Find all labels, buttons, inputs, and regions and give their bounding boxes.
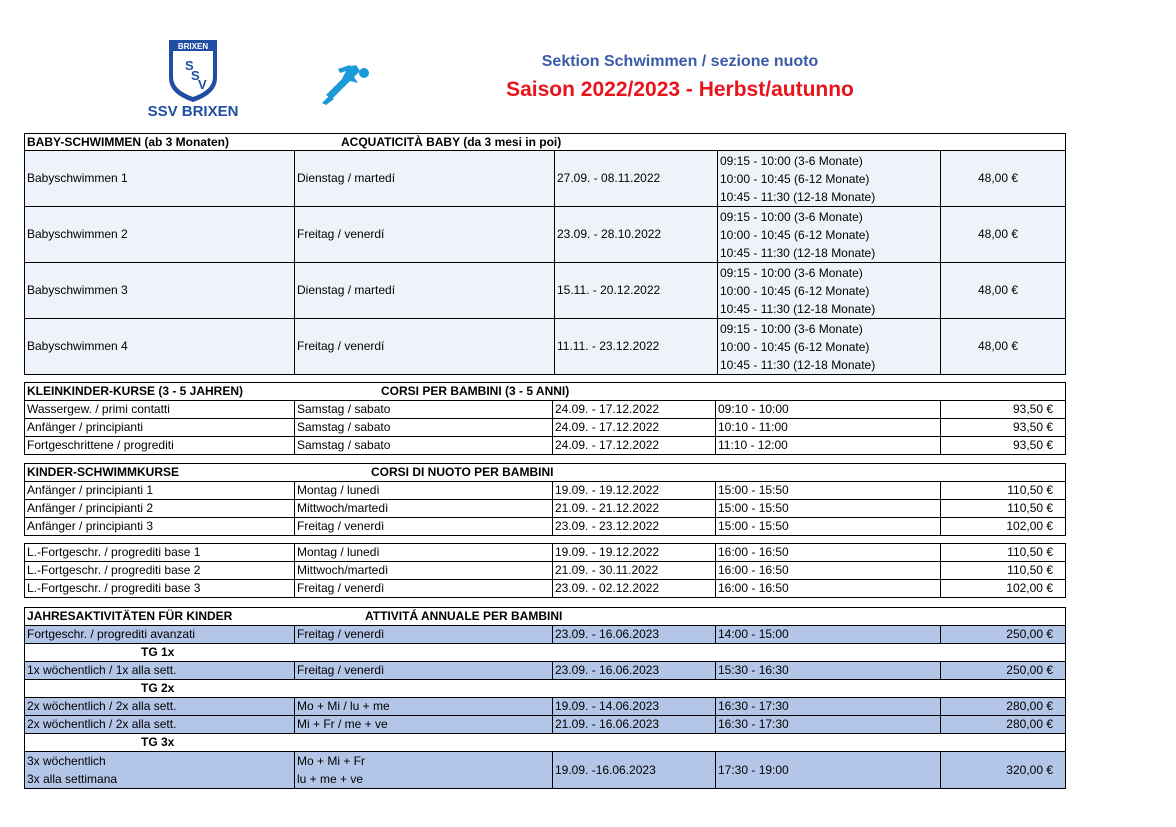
- group-label-row: [25, 734, 1066, 752]
- course-day: Montag / lunedì: [295, 482, 553, 500]
- table-row: [25, 207, 1066, 263]
- course-price: 102,00 €: [941, 518, 1066, 536]
- course-dates: 27.09. - 08.11.2022: [555, 151, 718, 207]
- course-price: 110,50 €: [941, 500, 1066, 518]
- course-time: 16:30 - 17:30: [716, 698, 941, 716]
- course-dates: 23.09. - 16.06.2023: [553, 662, 716, 680]
- course-time: 16:00 - 16:50: [716, 580, 941, 598]
- course-time: 09:10 - 10:00: [716, 401, 941, 419]
- course-name: Anfänger / principianti: [25, 419, 295, 437]
- table-row: [25, 319, 1066, 375]
- course-name: Fortgeschrittene / progrediti: [25, 437, 295, 455]
- course-dates: 23.09. - 02.12.2022: [553, 580, 716, 598]
- course-day: Mittwoch/martedì: [295, 562, 553, 580]
- course-time: 11:10 - 12:00: [716, 437, 941, 455]
- kinder-table: [24, 463, 1066, 536]
- course-day: Dienstag / martedí: [295, 263, 555, 319]
- course-day: Samstag / sabato: [295, 419, 553, 437]
- course-dates: 21.09. - 16.06.2023: [553, 716, 716, 734]
- section-title-de: JAHRESAKTIVITÄTEN FÜR KINDER: [27, 609, 233, 623]
- svg-text:S: S: [185, 58, 194, 73]
- course-time: 15:30 - 16:30: [716, 662, 941, 680]
- svg-text:V: V: [198, 77, 207, 92]
- table-row: [25, 580, 1066, 598]
- table-row: [25, 662, 1066, 680]
- course-price: 48,00 €: [941, 151, 1066, 207]
- table-row: [25, 500, 1066, 518]
- section-title-it: CORSI DI NUOTO PER BAMBINI: [371, 465, 554, 479]
- course-dates: 21.09. - 30.11.2022: [553, 562, 716, 580]
- course-dates: 24.09. - 17.12.2022: [553, 437, 716, 455]
- course-price: 93,50 €: [941, 437, 1066, 455]
- group-label-row: [25, 644, 1066, 662]
- section-title-it: CORSI PER BAMBINI (3 - 5 ANNI): [381, 384, 570, 398]
- course-name: Babyschwimmen 1: [25, 151, 295, 207]
- course-price: 48,00 €: [941, 263, 1066, 319]
- course-day: Freitag / venerdí: [295, 319, 555, 375]
- course-time: 16:00 - 16:50: [716, 562, 941, 580]
- table-row: [25, 401, 1066, 419]
- section-header: [25, 608, 1066, 626]
- course-time: 15:00 - 15:50: [716, 518, 941, 536]
- course-times: 09:15 - 10:00 (3-6 Monate) 10:00 - 10:45 (6-12 Monate) 10:45 - 11:30 (12-18 Monate): [718, 263, 941, 319]
- course-times: 09:15 - 10:00 (3-6 Monate) 10:00 - 10:45 (6-12 Monate) 10:45 - 11:30 (12-18 Monate): [718, 207, 941, 263]
- table-row: [25, 562, 1066, 580]
- course-dates: 21.09. - 21.12.2022: [553, 500, 716, 518]
- logo-bottom-text: SSV BRIXEN: [147, 103, 239, 120]
- section-header: [25, 383, 1066, 401]
- table-row: [25, 752, 1066, 789]
- course-time: 16:00 - 16:50: [716, 544, 941, 562]
- course-day: Samstag / sabato: [295, 401, 553, 419]
- course-times: 09:15 - 10:00 (3-6 Monate) 10:00 - 10:45 (6-12 Monate) 10:45 - 11:30 (12-18 Monate): [718, 319, 941, 375]
- course-dates: 24.09. - 17.12.2022: [553, 401, 716, 419]
- course-day: Mo + Mi + Fr lu + me + ve: [295, 752, 553, 789]
- course-day: Mi + Fr / me + ve: [295, 716, 553, 734]
- course-price: 48,00 €: [941, 207, 1066, 263]
- section-title-de: KLEINKINDER-KURSE (3 - 5 JAHREN): [27, 384, 244, 398]
- course-time: 16:30 - 17:30: [716, 716, 941, 734]
- course-times: 09:15 - 10:00 (3-6 Monate) 10:00 - 10:45 (6-12 Monate) 10:45 - 11:30 (12-18 Monate): [718, 151, 941, 207]
- table-row: [25, 482, 1066, 500]
- course-name: Anfänger / principianti 2: [25, 500, 295, 518]
- table-row: [25, 419, 1066, 437]
- table-row: [25, 716, 1066, 734]
- table-row: [25, 263, 1066, 319]
- course-name: L.-Fortgeschr. / progrediti base 3: [25, 580, 295, 598]
- kleinkinder-table: [24, 382, 1066, 455]
- section-title-de: BABY-SCHWIMMEN (ab 3 Monaten): [27, 135, 229, 149]
- course-dates: 23.09. - 16.06.2023: [553, 626, 716, 644]
- section-header: [25, 134, 1066, 151]
- course-day: Dienstag / martedí: [295, 151, 555, 207]
- course-day: Mo + Mi / lu + me: [295, 698, 553, 716]
- course-time: 10:10 - 11:00: [716, 419, 941, 437]
- section-title: Sektion Schwimmen / sezione nuoto: [541, 53, 819, 70]
- course-name: 1x wöchentlich / 1x alla sett.: [25, 662, 295, 680]
- course-price: 110,50 €: [941, 562, 1066, 580]
- course-day: Samstag / sabato: [295, 437, 553, 455]
- section-title-de: KINDER-SCHWIMMKURSE: [27, 465, 179, 479]
- course-price: 110,50 €: [941, 544, 1066, 562]
- course-price: 320,00 €: [941, 752, 1066, 789]
- section-title-it: ATTIVITÁ ANNUALE PER BAMBINI: [365, 609, 563, 623]
- season-title: Saison 2022/2023 - Herbst/autunno: [506, 78, 854, 101]
- course-day: Freitag / venerdì: [295, 518, 553, 536]
- course-dates: 19.09. - 14.06.2023: [553, 698, 716, 716]
- course-price: 110,50 €: [941, 482, 1066, 500]
- course-name: Anfänger / principianti 1: [25, 482, 295, 500]
- course-name: 2x wöchentlich / 2x alla sett.: [25, 698, 295, 716]
- svg-text:S: S: [191, 68, 200, 83]
- course-dates: 19.09. -16.06.2023: [553, 752, 716, 789]
- table-row: [25, 151, 1066, 207]
- course-price: 48,00 €: [941, 319, 1066, 375]
- group-label-row: [25, 680, 1066, 698]
- logo-top-text: BRIXEN: [177, 42, 209, 51]
- course-dates: 24.09. - 17.12.2022: [553, 419, 716, 437]
- table-row: [25, 437, 1066, 455]
- course-price: 280,00 €: [941, 716, 1066, 734]
- course-dates: 15.11. - 20.12.2022: [555, 263, 718, 319]
- course-price: 280,00 €: [941, 698, 1066, 716]
- course-time: 15:00 - 15:50: [716, 482, 941, 500]
- baby-swim-table: [24, 133, 1066, 375]
- course-price: 93,50 €: [941, 401, 1066, 419]
- course-day: Freitag / venerdì: [295, 580, 553, 598]
- course-dates: 19.09. - 19.12.2022: [553, 482, 716, 500]
- course-price: 250,00 €: [941, 662, 1066, 680]
- course-time: 15:00 - 15:50: [716, 500, 941, 518]
- group-label: TG 2x: [25, 680, 295, 698]
- course-name: 3x wöchentlich 3x alla settimana: [25, 752, 295, 789]
- course-dates: 23.09. - 28.10.2022: [555, 207, 718, 263]
- group-label: TG 1x: [25, 644, 295, 662]
- course-name: Babyschwimmen 4: [25, 319, 295, 375]
- course-name: Anfänger / principianti 3: [25, 518, 295, 536]
- course-price: 93,50 €: [941, 419, 1066, 437]
- course-day: Mittwoch/martedì: [295, 500, 553, 518]
- course-day: Freitag / venerdì: [295, 662, 553, 680]
- course-price: 102,00 €: [941, 580, 1066, 598]
- course-name: Babyschwimmen 2: [25, 207, 295, 263]
- course-name: Wassergew. / primi contatti: [25, 401, 295, 419]
- course-name: 2x wöchentlich / 2x alla sett.: [25, 716, 295, 734]
- table-row: [25, 698, 1066, 716]
- course-dates: 19.09. - 19.12.2022: [553, 544, 716, 562]
- course-time: 14:00 - 15:00: [716, 626, 941, 644]
- course-day: Freitag / venerdì: [295, 626, 553, 644]
- course-dates: 23.09. - 23.12.2022: [553, 518, 716, 536]
- section-title-it: ACQUATICITÀ BABY (da 3 mesi in poi): [341, 135, 562, 149]
- table-row: [25, 544, 1066, 562]
- course-name: L.-Fortgeschr. / progrediti base 1: [25, 544, 295, 562]
- course-day: Freitag / venerdí: [295, 207, 555, 263]
- table-row: [25, 518, 1066, 536]
- table-row: [25, 626, 1066, 644]
- course-name: Babyschwimmen 3: [25, 263, 295, 319]
- jahres-table: [24, 607, 1066, 789]
- course-price: 250,00 €: [941, 626, 1066, 644]
- course-name: L.-Fortgeschr. / progrediti base 2: [25, 562, 295, 580]
- fortgeschr-table: [24, 543, 1066, 598]
- course-time: 17:30 - 19:00: [716, 752, 941, 789]
- course-name: Fortgeschr. / progrediti avanzati: [25, 626, 295, 644]
- group-label: TG 3x: [25, 734, 295, 752]
- course-day: Montag / lunedì: [295, 544, 553, 562]
- section-header: [25, 464, 1066, 482]
- course-dates: 11.11. - 23.12.2022: [555, 319, 718, 375]
